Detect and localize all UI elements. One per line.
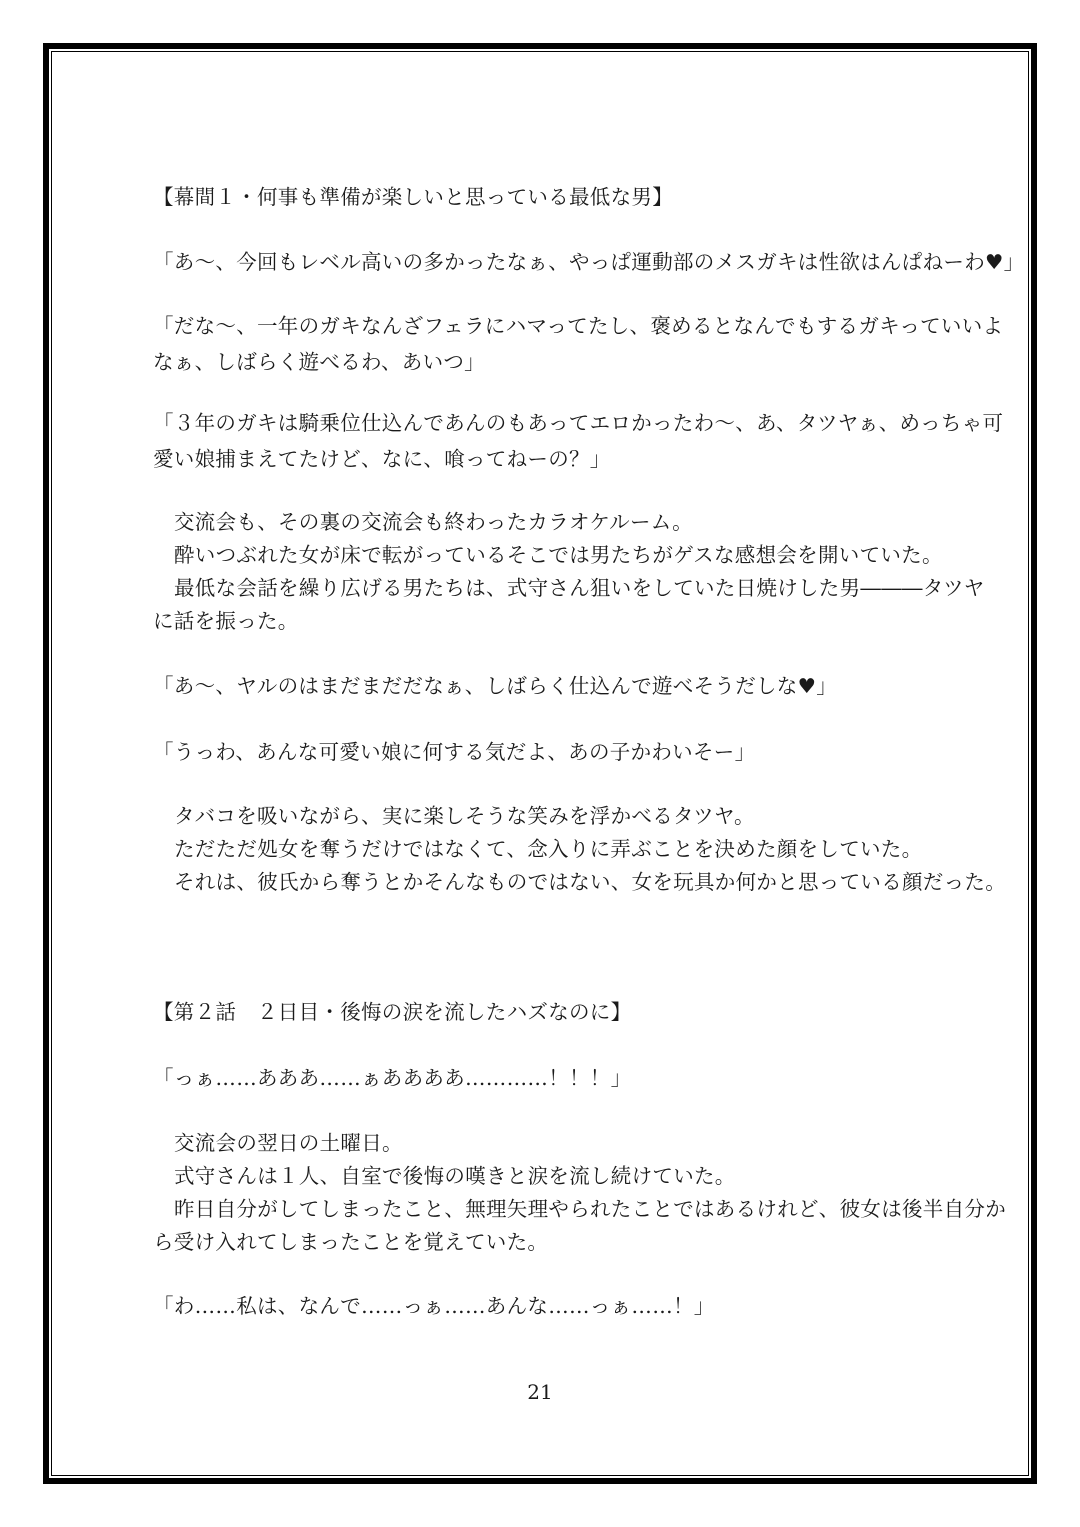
dialogue-line: 「だな～、一年のガキなんざフェラにハマってたし、褒めるとなんでもするガキっていいよ	[153, 314, 1004, 338]
section-heading: 【幕間１・何事も準備が楽しいと思っている最低な男】	[153, 185, 673, 209]
narration-line: 式守さんは１人、自室で後悔の嘆きと涙を流し続けていた。	[174, 1164, 736, 1188]
dialogue-line: 「３年のガキは騎乗位仕込んであんのもあってエロかったわ～、あ、タツヤぁ、めっちゃ可	[153, 411, 1004, 435]
narration-line: 酔いつぶれた女が床で転がっているそこでは男たちがゲスな感想会を開いていた。	[174, 543, 943, 567]
dialogue-line: 「っぁ……あああ……ぁああああ…………！！！」	[153, 1066, 632, 1090]
narration-line: ただただ処女を奪うだけではなくて、念入りに弄ぶことを決めた顔をしていた。	[174, 837, 923, 861]
narration-line: に話を振った。	[153, 609, 299, 633]
narration-line: タバコを吸いながら、実に楽しそうな笑みを浮かべるタツヤ。	[174, 804, 755, 828]
narration-line: 昨日自分がしてしまったこと、無理矢理やられたことではあるけれど、彼女は後半自分か	[174, 1197, 1006, 1221]
page-number: 21	[527, 1380, 553, 1404]
dialogue-line: なぁ、しばらく遊べるわ、あいつ」	[153, 350, 485, 374]
dialogue-line: 「うっわ、あんな可愛い娘に何する気だよ、あの子かわいそー」	[153, 740, 756, 764]
narration-line: ら受け入れてしまったことを覚えていた。	[153, 1230, 549, 1254]
narration-line: それは、彼氏から奪うとかそんなものではない、女を玩具か何かと思っている顔だった。	[174, 870, 1006, 894]
narration-line: 最低な会話を繰り広げる男たちは、式守さん狙いをしていた日焼けした男―――タツヤ	[174, 576, 985, 600]
dialogue-line: 「あ～、今回もレベル高いの多かったなぁ、やっぱ運動部のメスガキは性欲はんぱねーわ♥」	[153, 250, 1025, 274]
section-heading: 【第２話 ２日目・後悔の涙を流したハズなのに】	[153, 1000, 632, 1024]
narration-line: 交流会の翌日の土曜日。	[174, 1131, 403, 1155]
narration-line: 交流会も、その裏の交流会も終わったカラオケルーム。	[174, 510, 693, 534]
dialogue-line: 「あ～、ヤルのはまだまだだなぁ、しばらく仕込んで遊べそうだしな♥」	[153, 674, 838, 698]
dialogue-line: 愛い娘捕まえてたけど、なに、喰ってねーの？」	[153, 447, 611, 471]
dialogue-line: 「わ……私は、なんで……っぁ……あんな……っぁ……！」	[153, 1294, 715, 1318]
